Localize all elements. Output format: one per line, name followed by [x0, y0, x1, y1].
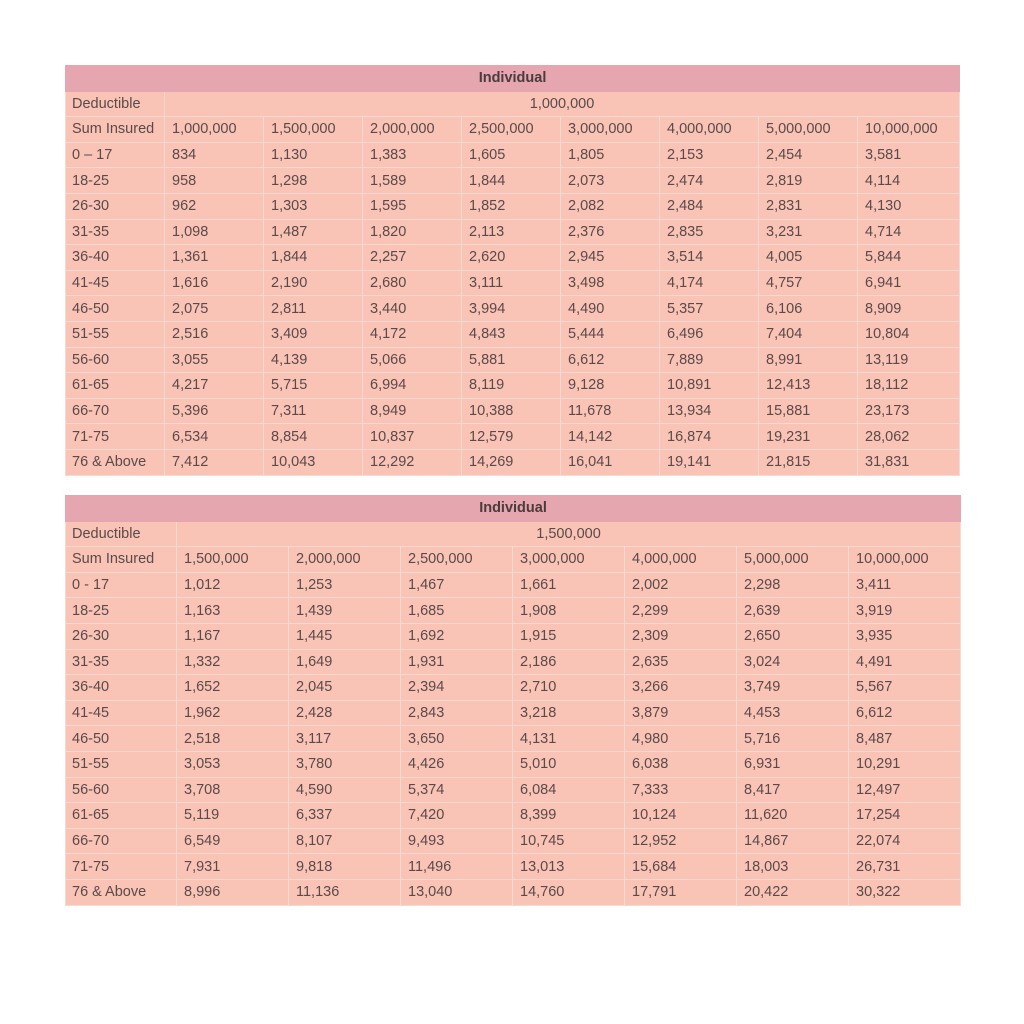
- premium-value: 4,426: [401, 751, 513, 777]
- premium-value: 6,038: [625, 751, 737, 777]
- premium-value: 18,112: [858, 373, 960, 399]
- premium-value: 7,412: [165, 449, 264, 475]
- table-row: [66, 879, 961, 905]
- sum-insured-value: 3,000,000: [561, 117, 660, 143]
- premium-value: 2,835: [660, 219, 759, 245]
- premium-value: 20,422: [737, 879, 849, 905]
- sum-insured-value: 5,000,000: [737, 547, 849, 573]
- premium-value: 12,497: [849, 777, 961, 803]
- sum-insured-value: 2,000,000: [289, 547, 401, 573]
- table-body: [66, 496, 961, 906]
- premium-value: 3,935: [849, 623, 961, 649]
- age-band: 56-60: [66, 777, 177, 803]
- age-band: 31-35: [66, 219, 165, 245]
- deductible-value: 1,000,000: [165, 91, 960, 117]
- title-row: [66, 66, 960, 92]
- deductible-value: 1,500,000: [177, 521, 961, 547]
- age-band: 56-60: [66, 347, 165, 373]
- premium-value: 1,844: [462, 168, 561, 194]
- table-row: [66, 168, 960, 194]
- premium-value: 6,612: [849, 700, 961, 726]
- premium-value: 4,172: [363, 321, 462, 347]
- table-row: [66, 347, 960, 373]
- premium-value: 3,218: [513, 700, 625, 726]
- sum-insured-value: 1,500,000: [264, 117, 363, 143]
- premium-value: 2,518: [177, 726, 289, 752]
- premium-value: 2,680: [363, 270, 462, 296]
- premium-value: 10,891: [660, 373, 759, 399]
- premium-value: 3,749: [737, 675, 849, 701]
- premium-value: 6,612: [561, 347, 660, 373]
- premium-value: 3,411: [849, 572, 961, 598]
- premium-value: 2,454: [759, 142, 858, 168]
- premium-value: 2,298: [737, 572, 849, 598]
- premium-value: 2,639: [737, 598, 849, 624]
- premium-value: 6,941: [858, 270, 960, 296]
- premium-value: 5,444: [561, 321, 660, 347]
- premium-value: 8,949: [363, 398, 462, 424]
- age-band: 51-55: [66, 321, 165, 347]
- premium-value: 3,266: [625, 675, 737, 701]
- age-band: 31-35: [66, 649, 177, 675]
- premium-value: 15,881: [759, 398, 858, 424]
- premium-value: 3,440: [363, 296, 462, 322]
- premium-value: 1,303: [264, 193, 363, 219]
- premium-value: 7,404: [759, 321, 858, 347]
- premium-value: 4,714: [858, 219, 960, 245]
- premium-value: 1,685: [401, 598, 513, 624]
- premium-value: 2,650: [737, 623, 849, 649]
- premium-value: 1,649: [289, 649, 401, 675]
- table-row: [66, 449, 960, 475]
- premium-value: 21,815: [759, 449, 858, 475]
- table-row: [66, 726, 961, 752]
- premium-value: 2,819: [759, 168, 858, 194]
- premium-value: 1,467: [401, 572, 513, 598]
- table-title: Individual: [66, 66, 960, 92]
- sum-insured-value: 2,500,000: [401, 547, 513, 573]
- sum-insured-row: [66, 547, 961, 573]
- age-band: 61-65: [66, 803, 177, 829]
- sum-insured-label: Sum Insured: [66, 547, 177, 573]
- premium-value: 4,980: [625, 726, 737, 752]
- table-row: [66, 424, 960, 450]
- premium-value: 2,843: [401, 700, 513, 726]
- premium-value: 1,616: [165, 270, 264, 296]
- age-band: 61-65: [66, 373, 165, 399]
- premium-value: 2,811: [264, 296, 363, 322]
- premium-value: 11,496: [401, 854, 513, 880]
- premium-value: 8,107: [289, 828, 401, 854]
- age-band: 76 & Above: [66, 449, 165, 475]
- premium-value: 6,337: [289, 803, 401, 829]
- sum-insured-value: 10,000,000: [849, 547, 961, 573]
- premium-value: 1,908: [513, 598, 625, 624]
- table-row: [66, 777, 961, 803]
- premium-value: 2,113: [462, 219, 561, 245]
- premium-value: 3,231: [759, 219, 858, 245]
- premium-value: 1,383: [363, 142, 462, 168]
- premium-value: 3,514: [660, 245, 759, 271]
- premium-value: 1,439: [289, 598, 401, 624]
- age-band: 66-70: [66, 828, 177, 854]
- premium-value: 8,991: [759, 347, 858, 373]
- table-row: [66, 373, 960, 399]
- premium-value: 1,820: [363, 219, 462, 245]
- premium-value: 4,114: [858, 168, 960, 194]
- sum-insured-value: 1,000,000: [165, 117, 264, 143]
- table-row: [66, 142, 960, 168]
- premium-value: 14,142: [561, 424, 660, 450]
- age-band: 41-45: [66, 270, 165, 296]
- age-band: 18-25: [66, 598, 177, 624]
- premium-value: 5,396: [165, 398, 264, 424]
- premium-value: 2,002: [625, 572, 737, 598]
- premium-value: 14,760: [513, 879, 625, 905]
- sum-insured-value: 3,000,000: [513, 547, 625, 573]
- premium-value: 1,487: [264, 219, 363, 245]
- premium-value: 1,844: [264, 245, 363, 271]
- premium-value: 2,082: [561, 193, 660, 219]
- age-band: 36-40: [66, 675, 177, 701]
- premium-value: 8,487: [849, 726, 961, 752]
- premium-value: 2,075: [165, 296, 264, 322]
- table-row: [66, 398, 960, 424]
- premium-value: 12,952: [625, 828, 737, 854]
- table-row: [66, 828, 961, 854]
- premium-value: 1,130: [264, 142, 363, 168]
- premium-table-deductible-1000000: [65, 65, 960, 476]
- premium-value: 3,708: [177, 777, 289, 803]
- premium-value: 3,780: [289, 751, 401, 777]
- premium-value: 5,010: [513, 751, 625, 777]
- premium-value: 2,620: [462, 245, 561, 271]
- premium-value: 1,012: [177, 572, 289, 598]
- premium-value: 19,141: [660, 449, 759, 475]
- premium-value: 6,994: [363, 373, 462, 399]
- premium-value: 2,309: [625, 623, 737, 649]
- table-row: [66, 572, 961, 598]
- age-band: 0 – 17: [66, 142, 165, 168]
- premium-value: 26,731: [849, 854, 961, 880]
- premium-value: 4,490: [561, 296, 660, 322]
- table-title: Individual: [66, 496, 961, 522]
- sum-insured-value: 1,500,000: [177, 547, 289, 573]
- premium-value: 8,909: [858, 296, 960, 322]
- premium-value: 8,996: [177, 879, 289, 905]
- premium-value: 958: [165, 168, 264, 194]
- premium-value: 16,041: [561, 449, 660, 475]
- premium-value: 4,843: [462, 321, 561, 347]
- deductible-label: Deductible: [66, 91, 165, 117]
- age-band: 26-30: [66, 623, 177, 649]
- premium-value: 3,409: [264, 321, 363, 347]
- premium-value: 962: [165, 193, 264, 219]
- premium-value: 22,074: [849, 828, 961, 854]
- premium-value: 4,139: [264, 347, 363, 373]
- premium-value: 2,153: [660, 142, 759, 168]
- age-band: 41-45: [66, 700, 177, 726]
- premium-value: 10,745: [513, 828, 625, 854]
- premium-value: 12,579: [462, 424, 561, 450]
- premium-value: 5,715: [264, 373, 363, 399]
- table-row: [66, 270, 960, 296]
- premium-value: 1,931: [401, 649, 513, 675]
- table-row: [66, 623, 961, 649]
- premium-value: 2,394: [401, 675, 513, 701]
- premium-value: 2,710: [513, 675, 625, 701]
- premium-value: 2,516: [165, 321, 264, 347]
- premium-value: 4,590: [289, 777, 401, 803]
- premium-value: 5,357: [660, 296, 759, 322]
- table-row: [66, 675, 961, 701]
- table-row: [66, 245, 960, 271]
- premium-value: 10,124: [625, 803, 737, 829]
- premium-value: 3,581: [858, 142, 960, 168]
- premium-value: 2,045: [289, 675, 401, 701]
- premium-value: 7,311: [264, 398, 363, 424]
- premium-value: 12,292: [363, 449, 462, 475]
- sum-insured-row: [66, 117, 960, 143]
- table-row: [66, 649, 961, 675]
- premium-value: 7,333: [625, 777, 737, 803]
- premium-value: 30,322: [849, 879, 961, 905]
- premium-value: 12,413: [759, 373, 858, 399]
- premium-value: 2,945: [561, 245, 660, 271]
- premium-value: 17,254: [849, 803, 961, 829]
- premium-value: 7,931: [177, 854, 289, 880]
- premium-value: 7,889: [660, 347, 759, 373]
- sum-insured-value: 10,000,000: [858, 117, 960, 143]
- premium-value: 4,174: [660, 270, 759, 296]
- premium-value: 3,117: [289, 726, 401, 752]
- premium-value: 4,757: [759, 270, 858, 296]
- age-band: 46-50: [66, 296, 165, 322]
- premium-value: 1,595: [363, 193, 462, 219]
- premium-value: 9,493: [401, 828, 513, 854]
- premium-value: 6,496: [660, 321, 759, 347]
- premium-value: 3,994: [462, 296, 561, 322]
- premium-value: 13,040: [401, 879, 513, 905]
- table-row: [66, 321, 960, 347]
- premium-value: 5,119: [177, 803, 289, 829]
- premium-value: 1,692: [401, 623, 513, 649]
- premium-value: 1,098: [165, 219, 264, 245]
- premium-value: 2,428: [289, 700, 401, 726]
- premium-value: 5,066: [363, 347, 462, 373]
- premium-value: 3,053: [177, 751, 289, 777]
- premium-value: 7,420: [401, 803, 513, 829]
- premium-value: 6,931: [737, 751, 849, 777]
- age-band: 76 & Above: [66, 879, 177, 905]
- title-row: [66, 496, 961, 522]
- age-band: 66-70: [66, 398, 165, 424]
- premium-value: 3,919: [849, 598, 961, 624]
- premium-value: 6,534: [165, 424, 264, 450]
- premium-value: 1,805: [561, 142, 660, 168]
- premium-value: 1,852: [462, 193, 561, 219]
- premium-value: 14,269: [462, 449, 561, 475]
- premium-value: 17,791: [625, 879, 737, 905]
- premium-value: 4,453: [737, 700, 849, 726]
- premium-value: 11,620: [737, 803, 849, 829]
- premium-value: 4,005: [759, 245, 858, 271]
- premium-value: 15,684: [625, 854, 737, 880]
- premium-value: 5,844: [858, 245, 960, 271]
- sum-insured-value: 2,000,000: [363, 117, 462, 143]
- age-band: 71-75: [66, 424, 165, 450]
- table-row: [66, 296, 960, 322]
- sum-insured-value: 4,000,000: [660, 117, 759, 143]
- deductible-row: [66, 521, 961, 547]
- premium-value: 11,136: [289, 879, 401, 905]
- premium-value: 834: [165, 142, 264, 168]
- premium-value: 2,484: [660, 193, 759, 219]
- table-row: [66, 193, 960, 219]
- premium-value: 2,186: [513, 649, 625, 675]
- premium-value: 1,589: [363, 168, 462, 194]
- premium-table-deductible-1500000: [65, 495, 961, 906]
- premium-value: 8,119: [462, 373, 561, 399]
- premium-value: 8,417: [737, 777, 849, 803]
- table-row: [66, 854, 961, 880]
- premium-value: 2,831: [759, 193, 858, 219]
- premium-value: 3,055: [165, 347, 264, 373]
- age-band: 18-25: [66, 168, 165, 194]
- premium-value: 3,111: [462, 270, 561, 296]
- premium-value: 2,190: [264, 270, 363, 296]
- premium-value: 16,874: [660, 424, 759, 450]
- age-band: 36-40: [66, 245, 165, 271]
- premium-value: 9,128: [561, 373, 660, 399]
- premium-value: 5,374: [401, 777, 513, 803]
- premium-value: 4,217: [165, 373, 264, 399]
- premium-value: 2,299: [625, 598, 737, 624]
- premium-value: 14,867: [737, 828, 849, 854]
- premium-value: 3,879: [625, 700, 737, 726]
- premium-value: 2,257: [363, 245, 462, 271]
- premium-value: 13,119: [858, 347, 960, 373]
- age-band: 26-30: [66, 193, 165, 219]
- premium-value: 1,253: [289, 572, 401, 598]
- premium-value: 1,962: [177, 700, 289, 726]
- premium-value: 1,652: [177, 675, 289, 701]
- premium-value: 4,131: [513, 726, 625, 752]
- premium-value: 2,073: [561, 168, 660, 194]
- premium-value: 19,231: [759, 424, 858, 450]
- premium-value: 6,549: [177, 828, 289, 854]
- premium-value: 2,474: [660, 168, 759, 194]
- premium-value: 31,831: [858, 449, 960, 475]
- premium-value: 3,650: [401, 726, 513, 752]
- table-row: [66, 700, 961, 726]
- sum-insured-value: 4,000,000: [625, 547, 737, 573]
- table-body: [66, 66, 960, 476]
- premium-value: 8,399: [513, 803, 625, 829]
- premium-value: 1,445: [289, 623, 401, 649]
- deductible-label: Deductible: [66, 521, 177, 547]
- age-band: 46-50: [66, 726, 177, 752]
- premium-value: 13,934: [660, 398, 759, 424]
- age-band: 51-55: [66, 751, 177, 777]
- sum-insured-label: Sum Insured: [66, 117, 165, 143]
- premium-value: 4,491: [849, 649, 961, 675]
- premium-value: 13,013: [513, 854, 625, 880]
- premium-value: 28,062: [858, 424, 960, 450]
- premium-value: 6,084: [513, 777, 625, 803]
- premium-value: 18,003: [737, 854, 849, 880]
- premium-value: 3,498: [561, 270, 660, 296]
- premium-value: 11,678: [561, 398, 660, 424]
- premium-value: 1,605: [462, 142, 561, 168]
- sum-insured-value: 2,500,000: [462, 117, 561, 143]
- premium-value: 5,716: [737, 726, 849, 752]
- premium-value: 1,661: [513, 572, 625, 598]
- premium-value: 1,298: [264, 168, 363, 194]
- age-band: 0 - 17: [66, 572, 177, 598]
- premium-value: 10,388: [462, 398, 561, 424]
- premium-value: 2,376: [561, 219, 660, 245]
- age-band: 71-75: [66, 854, 177, 880]
- sum-insured-value: 5,000,000: [759, 117, 858, 143]
- premium-value: 5,881: [462, 347, 561, 373]
- premium-value: 1,163: [177, 598, 289, 624]
- premium-value: 10,837: [363, 424, 462, 450]
- premium-value: 1,332: [177, 649, 289, 675]
- premium-value: 4,130: [858, 193, 960, 219]
- table-row: [66, 751, 961, 777]
- premium-value: 2,635: [625, 649, 737, 675]
- premium-value: 23,173: [858, 398, 960, 424]
- premium-value: 10,043: [264, 449, 363, 475]
- premium-value: 6,106: [759, 296, 858, 322]
- premium-value: 1,167: [177, 623, 289, 649]
- table-row: [66, 219, 960, 245]
- table-row: [66, 803, 961, 829]
- deductible-row: [66, 91, 960, 117]
- premium-value: 9,818: [289, 854, 401, 880]
- premium-value: 10,291: [849, 751, 961, 777]
- table-row: [66, 598, 961, 624]
- premium-value: 1,915: [513, 623, 625, 649]
- premium-value: 8,854: [264, 424, 363, 450]
- premium-value: 1,361: [165, 245, 264, 271]
- premium-value: 5,567: [849, 675, 961, 701]
- premium-value: 10,804: [858, 321, 960, 347]
- premium-value: 3,024: [737, 649, 849, 675]
